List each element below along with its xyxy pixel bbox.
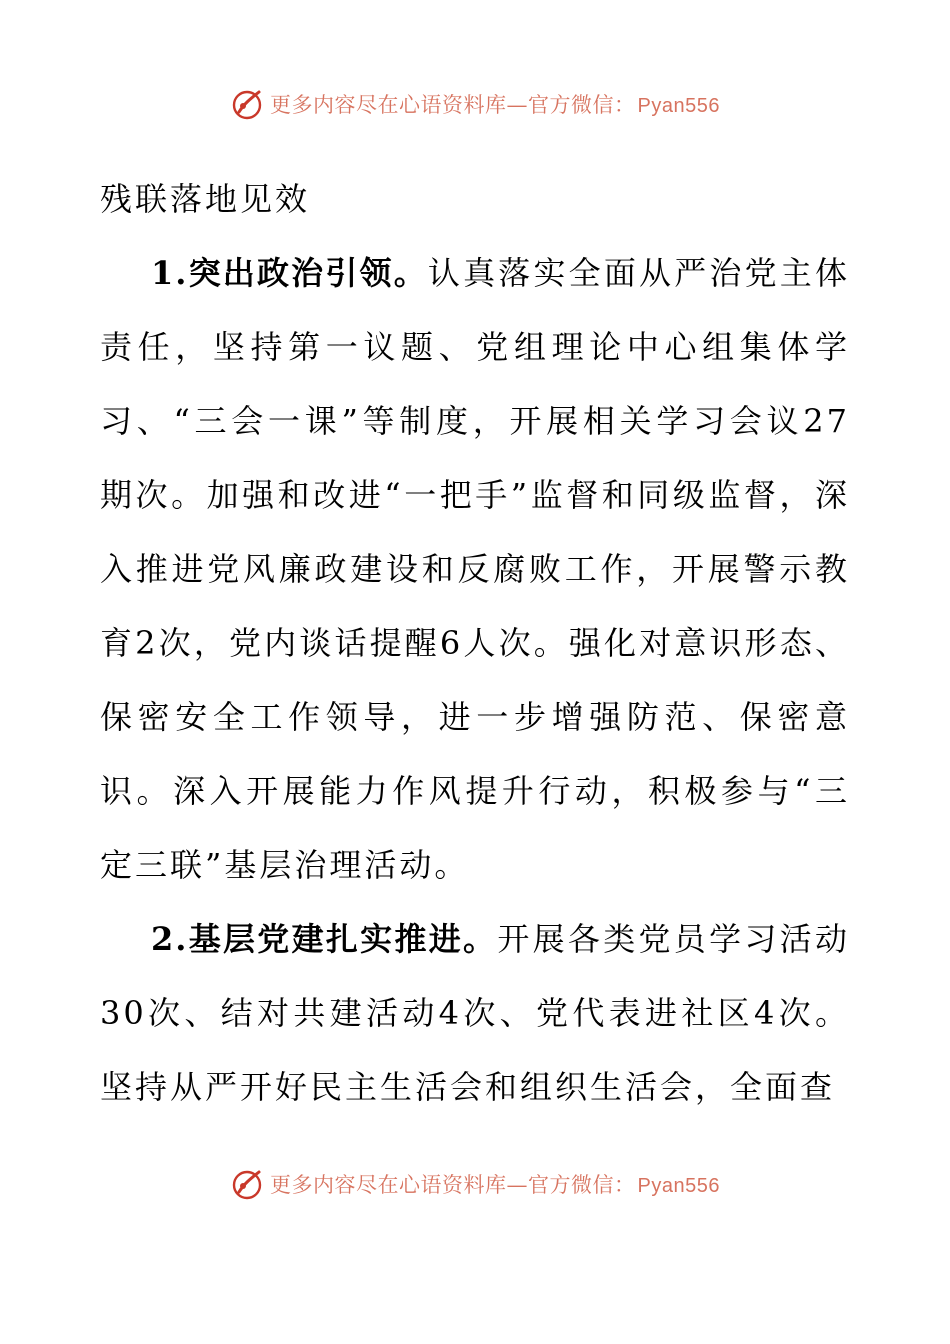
watermark-text: 更多内容尽在心语资料库—官方微信： Pyan556 — [270, 1173, 720, 1197]
footer-watermark — [0, 1164, 950, 1204]
brush-circle-logo — [230, 1167, 264, 1201]
paragraph-2-heading: 2.基层党建扎实推进。 — [151, 920, 498, 958]
document-body — [100, 162, 850, 1124]
continued-line: 残联落地见效 — [100, 180, 311, 218]
paragraph-2 — [100, 902, 850, 1124]
paragraph-2-body: 开展各类党员学习活动30次、结对共建活动4次、党代表进社区4次。坚持从严开好民主生活会和组织生活会，全面查 — [100, 920, 850, 1106]
watermark-text: 更多内容尽在心语资料库—官方微信： Pyan556 — [270, 93, 720, 117]
header-watermark — [0, 84, 950, 124]
paragraph-1 — [100, 236, 850, 902]
paragraph-1-heading: 1.突出政治引领。 — [151, 254, 428, 292]
paragraph-1-body: 认真落实全面从严治党主体责任，坚持第一议题、党组理论中心组集体学习、“三会一课”等制度，开展相关学习会议27期次。加强和改进“一把手”监督和同级监督，深入推进党风廉政建设和反腐败工作，开展警示教育2次，党内谈话提醒6人次。强化对意识形态、保密安全工作领导，进一步增强防范、保密意识。深入开展能力作风提升行动，积极参与“三定三联”基层治理活动。 — [100, 254, 850, 884]
brush-circle-logo — [230, 87, 264, 121]
